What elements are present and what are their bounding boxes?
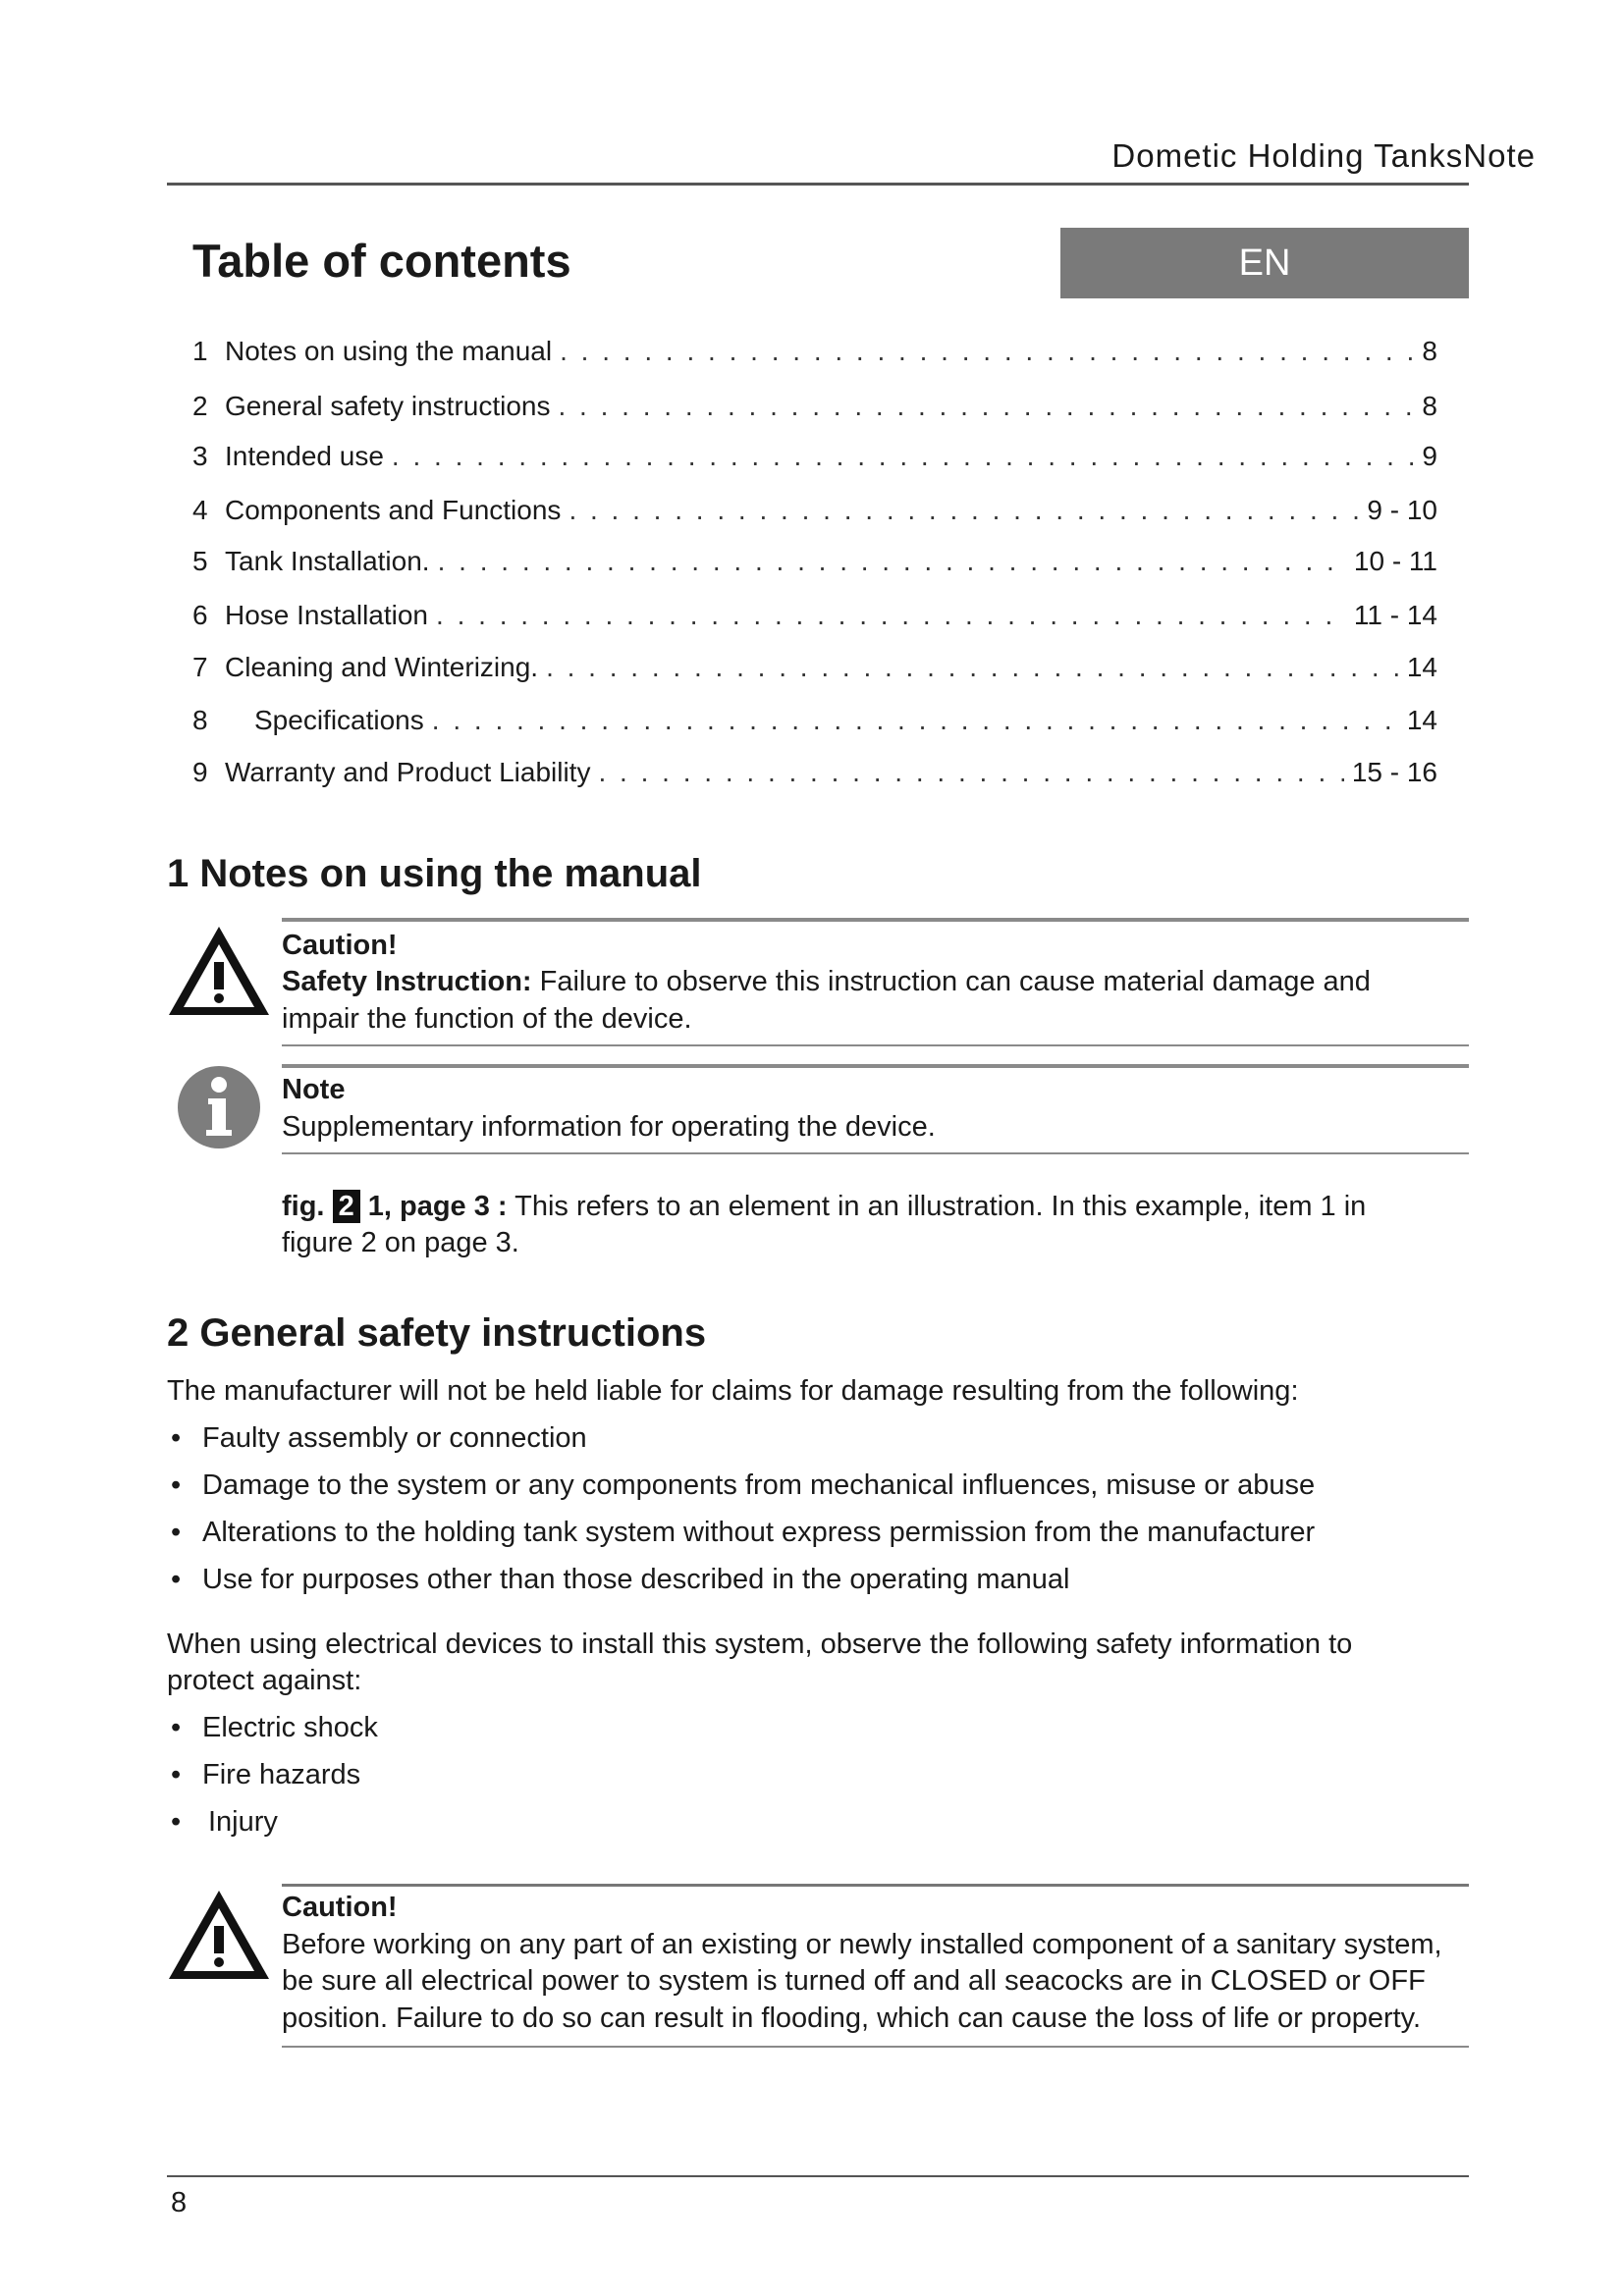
toc-entry-number: 3 (192, 441, 208, 471)
dot-leader (546, 650, 1399, 685)
note-text: Supplementary information for operating the device. (282, 1111, 936, 1143)
caution-top-rule (282, 918, 1469, 922)
toc-entry[interactable] (192, 544, 1437, 579)
figure-reference-example: fig. 2 1, page 3 : This refers to an element in an illustration. In this example, item 1 in (282, 1191, 1367, 1222)
dot-leader (392, 439, 1415, 474)
toc-entry[interactable] (192, 650, 1437, 685)
list-item: • Electric shock (167, 1710, 378, 1745)
bullet-icon: • (171, 1422, 182, 1454)
caution2-line: be sure all electrical power to system is turned off and all seacocks are in CLOSED or OFF (282, 1965, 1426, 1997)
toc-entry-label: Hose Installation (225, 600, 429, 630)
toc-entry-number: 2 (192, 391, 208, 421)
toc-entry[interactable] (192, 493, 1437, 528)
caution2-line: Before working on any part of an existing or newly installed component of a sanitary system, (282, 1929, 1442, 1960)
bullet-icon: • (171, 1469, 182, 1501)
toc-entry-label: Notes on using the manual (225, 336, 553, 366)
toc-entry-number: 6 (192, 600, 208, 630)
toc-entry-label: General safety instructions (225, 391, 551, 421)
caution2-title: Caution! (282, 1892, 398, 1923)
bullet-icon: • (171, 1759, 182, 1790)
dot-leader (560, 334, 1414, 369)
dot-leader (568, 493, 1359, 528)
list-item: • Fire hazards (167, 1757, 360, 1792)
note-top-rule (282, 1064, 1469, 1068)
bullet-icon: • (171, 1517, 182, 1548)
note-bottom-rule (282, 1152, 1469, 1154)
toc-entry-page: 9 (1422, 441, 1437, 471)
info-icon (177, 1065, 261, 1149)
toc-entry-number: 9 (192, 757, 208, 787)
toc-title: Table of contents (192, 235, 571, 287)
toc-entry-number: 4 (192, 495, 208, 525)
toc-entry-page: 9 - 10 (1367, 495, 1437, 525)
liability-intro: The manufacturer will not be held liable for claims for damage resulting from the following: (167, 1375, 1299, 1407)
toc-entry-label: Components and Functions (225, 495, 562, 525)
toc-entry-page: 8 (1422, 336, 1437, 366)
caution2-top-rule (282, 1884, 1469, 1887)
list-item: • Injury (167, 1804, 278, 1840)
electrical-intro: When using electrical devices to install this system, observe the following safety information to (167, 1629, 1353, 1660)
toc-entry[interactable] (192, 439, 1437, 474)
toc-entry-page: 8 (1422, 391, 1437, 421)
footer-rule (167, 2175, 1469, 2177)
caution-text: Safety Instruction: Failure to observe this instruction can cause material damage and (282, 966, 1371, 997)
toc-entry-number: 7 (192, 652, 208, 682)
electrical-intro-2: protect against: (167, 1665, 362, 1696)
page-number: 8 (171, 2187, 188, 2218)
toc-entry-number: 5 (192, 546, 208, 576)
dot-leader (432, 703, 1399, 738)
caution-text-2: impair the function of the device. (282, 1003, 692, 1035)
toc-entry[interactable] (192, 389, 1437, 424)
bullet-icon: • (171, 1806, 182, 1838)
dot-leader (436, 598, 1346, 633)
bullet-icon: • (171, 1712, 182, 1743)
warning-triangle-icon (165, 923, 273, 1021)
note-title: Note (282, 1074, 346, 1105)
toc-entry-page: 14 (1406, 705, 1437, 735)
toc-entry-label: Cleaning and Winterizing. (225, 652, 539, 682)
toc-entry-label: Tank Installation. (225, 546, 430, 576)
figure-reference-text-2: figure 2 on page 3. (282, 1227, 519, 1258)
toc-entry-label: Specifications (254, 705, 424, 735)
warning-triangle-icon (165, 1887, 273, 1985)
toc-entry-label: Intended use (225, 441, 384, 471)
caution-title: Caution! (282, 930, 398, 961)
list-item: • Damage to the system or any components from mechanical influences, misuse or abuse (167, 1468, 1315, 1503)
dot-leader (598, 755, 1343, 790)
language-badge: EN (1060, 228, 1469, 298)
toc-entry[interactable] (192, 598, 1437, 633)
section-1-heading: 1 Notes on using the manual (167, 852, 702, 895)
section-2-heading: 2 General safety instructions (167, 1311, 707, 1355)
toc-entry-label: Warranty and Product Liability (225, 757, 591, 787)
list-item: • Alterations to the holding tank system without express permission from the manufacturer (167, 1515, 1315, 1550)
running-header: Dometic Holding TanksNote (1111, 137, 1536, 174)
list-item: • Faulty assembly or connection (167, 1420, 587, 1456)
toc-entry-page: 10 - 11 (1353, 546, 1437, 576)
toc-entry-number: 8 (192, 705, 208, 735)
toc-entry-page: 15 - 16 (1351, 757, 1437, 787)
toc-entry-number: 1 (192, 336, 208, 366)
toc-entry[interactable] (192, 334, 1437, 369)
caution2-bottom-rule (282, 2046, 1469, 2048)
list-item: • Use for purposes other than those described in the operating manual (167, 1562, 1069, 1597)
bullet-icon: • (171, 1564, 182, 1595)
caution2-line: position. Failure to do so can result in flooding, which can cause the loss of life or property. (282, 2002, 1422, 2034)
toc-entry-page: 11 - 14 (1353, 600, 1437, 630)
header-rule (167, 183, 1469, 186)
caution-bottom-rule (282, 1044, 1469, 1046)
dot-leader (438, 544, 1346, 579)
toc-entry-page: 14 (1406, 652, 1437, 682)
figure-number-box: 2 (333, 1190, 360, 1223)
toc-entry[interactable] (192, 755, 1437, 790)
dot-leader (559, 389, 1415, 424)
toc-entry[interactable] (192, 703, 1437, 738)
